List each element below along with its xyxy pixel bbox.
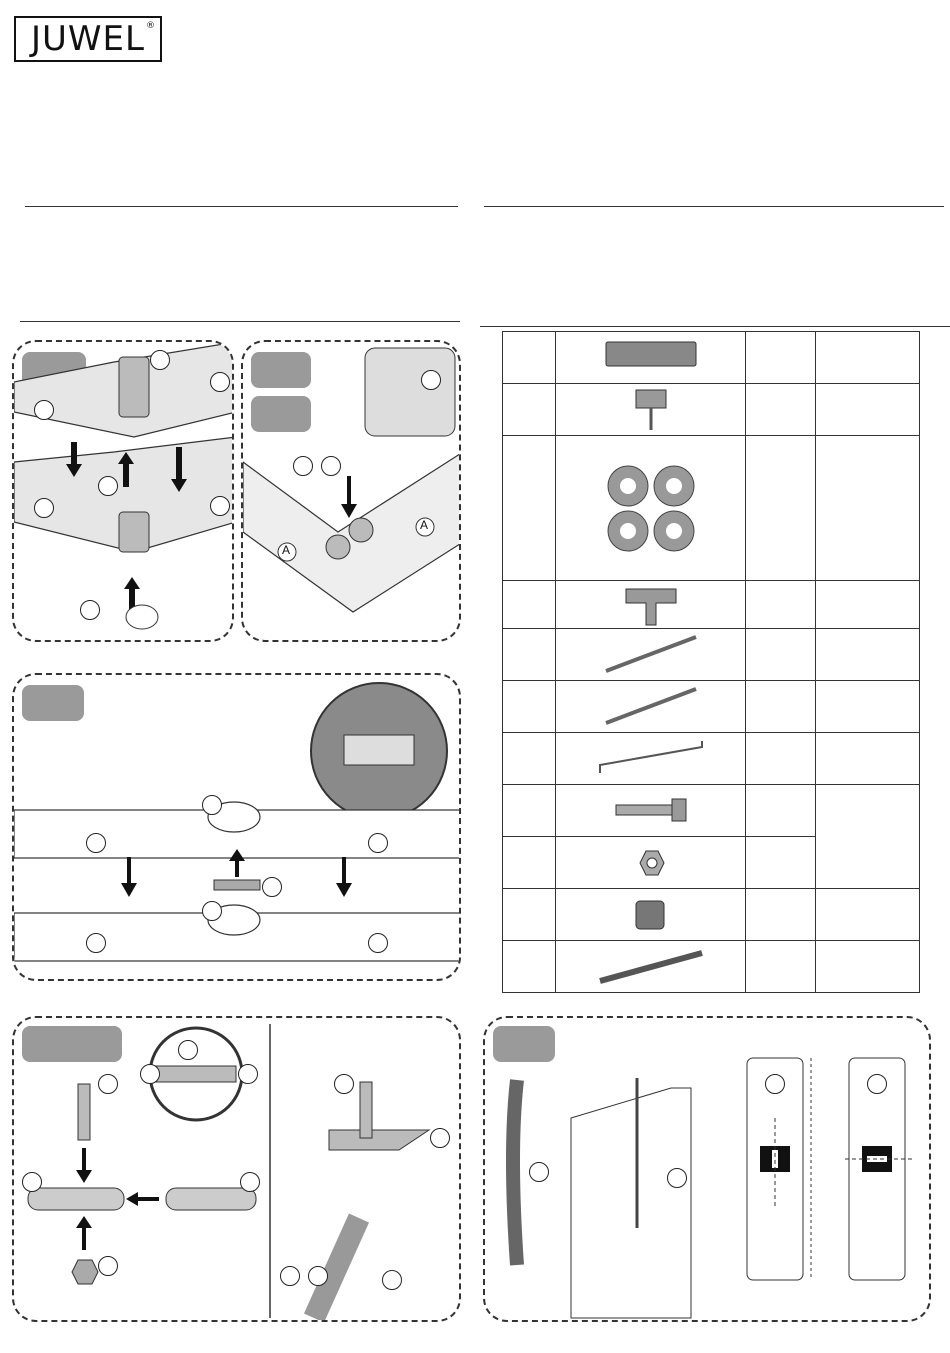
part-number-cell [503, 581, 556, 629]
table-row [503, 581, 920, 629]
callout-marker [238, 1064, 258, 1084]
section-rule-left-top [25, 206, 458, 207]
table-row [503, 629, 920, 681]
part-image-cell [556, 733, 746, 785]
callout-marker [867, 1074, 887, 1094]
part-image-cell [556, 384, 746, 436]
callout-marker [150, 350, 170, 370]
callout-marker [202, 901, 222, 921]
part-quantity-cell [746, 436, 816, 581]
section-rule-left-mid [20, 321, 460, 322]
table-row [503, 384, 920, 436]
callout-marker [210, 372, 230, 392]
part-quantity-cell [746, 889, 816, 941]
tension-bar-long-icon [556, 629, 745, 681]
callout-marker [98, 1074, 118, 1094]
callout-marker [334, 1074, 354, 1094]
callout-marker [86, 833, 106, 853]
callout-marker [321, 456, 341, 476]
table-row [503, 941, 920, 993]
part-number-cell [503, 629, 556, 681]
turnbuckle-icon [556, 941, 745, 993]
callout-marker [430, 1128, 450, 1148]
part-note-cell [816, 733, 920, 785]
callout-marker [98, 476, 118, 496]
part-image-cell [556, 681, 746, 733]
part-number-cell [503, 436, 556, 581]
table-row [503, 785, 920, 837]
callout-marker [210, 496, 230, 516]
connector-rail-icon [556, 332, 745, 384]
tension-rod-illustration [485, 1018, 931, 1322]
callout-marker [293, 456, 313, 476]
part-number-cell [503, 837, 556, 889]
callout-marker [529, 1162, 549, 1182]
registered-mark: ® [146, 21, 156, 31]
assembly-panel-corner [241, 340, 461, 642]
callout-marker [368, 833, 388, 853]
table-row [503, 681, 920, 733]
assembly-panel-stacking [12, 340, 234, 642]
part-number-cell [503, 785, 556, 837]
part-number-cell [503, 941, 556, 993]
table-row [503, 436, 920, 581]
part-number-cell [503, 733, 556, 785]
callout-marker [667, 1168, 687, 1188]
callout-marker [22, 1172, 42, 1192]
coupling-illustration [14, 675, 461, 981]
part-image-cell [556, 332, 746, 384]
juwel-logo [14, 16, 162, 62]
table-row [503, 733, 920, 785]
callout-marker [140, 1064, 160, 1084]
callout-marker [86, 933, 106, 953]
part-quantity-cell [746, 941, 816, 993]
part-quantity-cell [746, 629, 816, 681]
callout-marker [262, 877, 282, 897]
assembly-panel-coupling [12, 673, 461, 981]
part-note-cell [816, 581, 920, 629]
part-image-cell [556, 837, 746, 889]
section-rule-right-top [484, 206, 944, 207]
part-note-cell [816, 332, 920, 384]
square-cap-icon [556, 889, 745, 941]
part-quantity-cell [746, 837, 816, 889]
letter-a-mark: A [420, 518, 429, 532]
callout-marker [421, 370, 441, 390]
callout-marker [202, 795, 222, 815]
assembly-panel-tension-rod [483, 1016, 931, 1322]
part-quantity-cell [746, 581, 816, 629]
part-image-cell [556, 785, 746, 837]
callout-marker [80, 600, 100, 620]
part-number-cell [503, 681, 556, 733]
table-row [503, 332, 920, 384]
parts-table [502, 331, 920, 993]
callout-marker [382, 1270, 402, 1290]
wire-rod-icon [556, 733, 745, 785]
part-image-cell [556, 629, 746, 681]
part-image-cell [556, 581, 746, 629]
part-note-cell [816, 889, 920, 941]
letter-a-mark: A [282, 543, 291, 557]
callout-marker [240, 1172, 260, 1192]
part-note-cell [816, 629, 920, 681]
t-plate-icon [556, 581, 745, 629]
part-number-cell [503, 332, 556, 384]
part-quantity-cell [746, 332, 816, 384]
table-row [503, 889, 920, 941]
part-note-cell [816, 384, 920, 436]
part-quantity-cell [746, 384, 816, 436]
part-quantity-cell [746, 785, 816, 837]
part-note-cell [816, 681, 920, 733]
stacking-frames-illustration [14, 342, 234, 642]
logo-text: JUWEL [31, 19, 145, 59]
callout-marker [178, 1040, 198, 1060]
callout-marker [308, 1266, 328, 1286]
section-rule-right-mid [480, 326, 950, 327]
part-note-cell [816, 941, 920, 993]
part-image-cell [556, 889, 746, 941]
coupling-sprue-icon [556, 436, 745, 581]
callout-marker [34, 498, 54, 518]
clip-peg-icon [556, 384, 745, 436]
part-number-cell [503, 889, 556, 941]
part-image-cell [556, 436, 746, 581]
callout-marker [280, 1266, 300, 1286]
callout-marker [368, 933, 388, 953]
hex-nut-icon [556, 837, 745, 889]
part-note-cell [816, 436, 920, 581]
part-note-cell [816, 785, 920, 889]
part-quantity-cell [746, 681, 816, 733]
callout-marker [98, 1256, 118, 1276]
part-quantity-cell [746, 733, 816, 785]
tension-bar-short-icon [556, 681, 745, 733]
part-image-cell [556, 941, 746, 993]
callout-marker [34, 400, 54, 420]
bolt-icon [556, 785, 745, 837]
assembly-panel-bolt-tube [12, 1016, 461, 1322]
callout-marker [765, 1074, 785, 1094]
part-number-cell [503, 384, 556, 436]
